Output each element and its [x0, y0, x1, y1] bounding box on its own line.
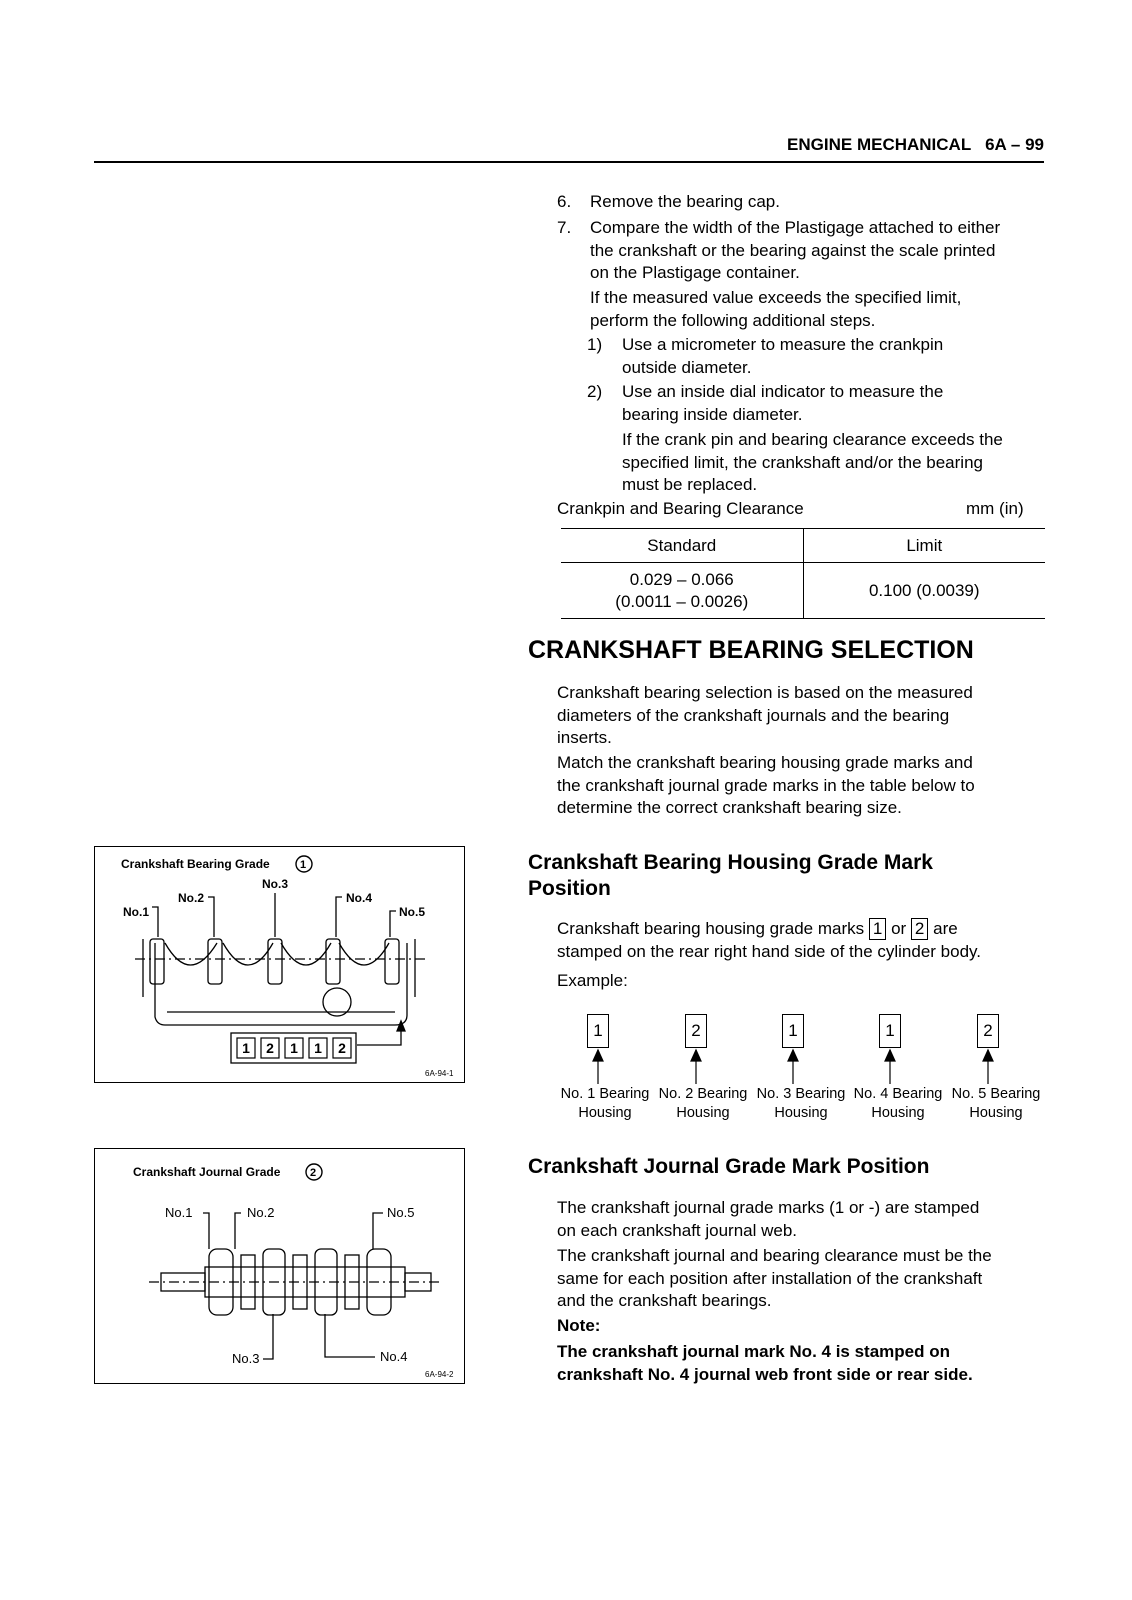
- housing-mark-1: 1: [869, 918, 886, 940]
- substep-2-number: 2): [587, 382, 603, 401]
- note-text: The crankshaft journal mark No. 4 is stamped on crankshaft No. 4 journal web front side or rear side.: [557, 1342, 973, 1384]
- example-label: Example:: [557, 971, 628, 990]
- fig1-label-no1: No.1: [123, 905, 150, 919]
- limit-value: 0.100 (0.0039): [868, 580, 980, 600]
- standard-value: 0.029 – 0.066 (0.0011 – 0.0026): [561, 563, 803, 619]
- journal-para-1: The crankshaft journal grade marks (1 or -) are stamped on each crankshaft journal web.: [557, 1198, 980, 1240]
- substep-2-text: Use an inside dial indicator to measure the bearing inside diameter.: [622, 382, 944, 424]
- housing-mark-2: 2: [911, 918, 928, 940]
- housing-title: Crankshaft Bearing Housing Grade Mark Position: [528, 851, 933, 900]
- fig2-circle-num: 2: [310, 1167, 317, 1179]
- example-arrows: [560, 1048, 1050, 1088]
- fig2-label-no2: No.2: [247, 1205, 275, 1220]
- fig1-label-no4: No.4: [346, 891, 373, 905]
- step-7-text: Compare the width of the Plastigage attached to either the crankshaft or the bearing against the scale printed on the Plastigage container.: [590, 218, 1001, 282]
- fig1-label-no2: No.2: [178, 891, 205, 905]
- journal-title: Crankshaft Journal Grade Mark Position: [528, 1155, 930, 1178]
- substep-1-number: 1): [587, 335, 603, 354]
- housing-para: Crankshaft bearing housing grade marks 1 or 2 are stamped on the rear right hand side of the cylinder body.: [557, 919, 981, 961]
- substep-1-text: Use a micrometer to measure the crankpin outside diameter.: [622, 335, 944, 377]
- fig1-circle-num: 1: [300, 859, 307, 871]
- spec-unit: mm (in): [966, 499, 1024, 518]
- fig1-label-no3: No.3: [262, 877, 289, 891]
- fig2-label-no4: No.4: [380, 1349, 408, 1364]
- header-rule: [94, 161, 1044, 163]
- figure-bearing-grade: [94, 846, 465, 1083]
- example-mark-1: 1: [587, 1014, 609, 1048]
- clearance-spec-table: [561, 528, 1045, 619]
- fig1-label-no5: No.5: [399, 905, 426, 919]
- fig1-mark-5: 2: [338, 1040, 346, 1056]
- section-para-2: Match the crankshaft bearing housing grade marks and the crankshaft journal grade marks in the table below to determine the correct crankshaft bearing size.: [557, 753, 975, 817]
- figure-journal-grade: [94, 1148, 465, 1384]
- fig1-mark-2: 2: [266, 1040, 274, 1056]
- fig1-title: Crankshaft Bearing Grade: [121, 857, 270, 871]
- fig2-label-no3: No.3: [232, 1351, 260, 1366]
- step-7-note: If the measured value exceeds the specified limit, perform the following additional steps.: [590, 288, 962, 330]
- step-7-number: 7.: [557, 218, 572, 237]
- example-mark-5: 2: [977, 1014, 999, 1048]
- fig2-title: Crankshaft Journal Grade: [133, 1165, 281, 1179]
- example-mark-4: 1: [879, 1014, 901, 1048]
- spec-label: Crankpin and Bearing Clearance: [557, 499, 804, 518]
- example-caption-1: No. 1 Bearing Housing: [560, 1086, 650, 1121]
- example-caption-3: No. 3 Bearing Housing: [756, 1086, 846, 1121]
- fig1-mark-3: 1: [290, 1040, 298, 1056]
- fig1-mark-4: 1: [314, 1040, 322, 1056]
- example-mark-2: 2: [685, 1014, 707, 1048]
- note-label: Note:: [557, 1316, 601, 1335]
- section-title: CRANKSHAFT BEARING SELECTION: [528, 636, 974, 664]
- example-mark-3: 1: [782, 1014, 804, 1048]
- fig1-mark-1: 1: [242, 1040, 250, 1056]
- journal-para-2: The crankshaft journal and bearing clearance must be the same for each position after installation of the crankshaft and the crankshaft bearings.: [557, 1246, 992, 1310]
- fig2-code: 6A-94-2: [425, 1370, 454, 1379]
- substep-2-note: If the crank pin and bearing clearance exceeds the specified limit, the crankshaft and/or the bearing must be replaced.: [622, 430, 1003, 494]
- example-caption-5: No. 5 Bearing Housing: [951, 1086, 1041, 1121]
- section-para-1: Crankshaft bearing selection is based on the measured diameters of the crankshaft journals and the bearing inserts.: [557, 683, 973, 747]
- col-limit-header: Limit: [906, 535, 943, 555]
- col-standard-header: Standard: [561, 529, 803, 563]
- example-caption-2: No. 2 Bearing Housing: [658, 1086, 748, 1121]
- step-6-text: Remove the bearing cap.: [590, 192, 780, 211]
- journal-grade-illustration: [95, 1149, 464, 1383]
- fig1-code: 6A-94-1: [425, 1069, 454, 1078]
- fig2-label-no5: No.5: [387, 1205, 415, 1220]
- example-caption-4: No. 4 Bearing Housing: [853, 1086, 943, 1121]
- page-header: ENGINE MECHANICAL 6A – 99: [787, 135, 1044, 154]
- bearing-grade-illustration: [95, 847, 464, 1082]
- fig2-label-no1: No.1: [165, 1205, 193, 1220]
- step-6-number: 6.: [557, 192, 572, 211]
